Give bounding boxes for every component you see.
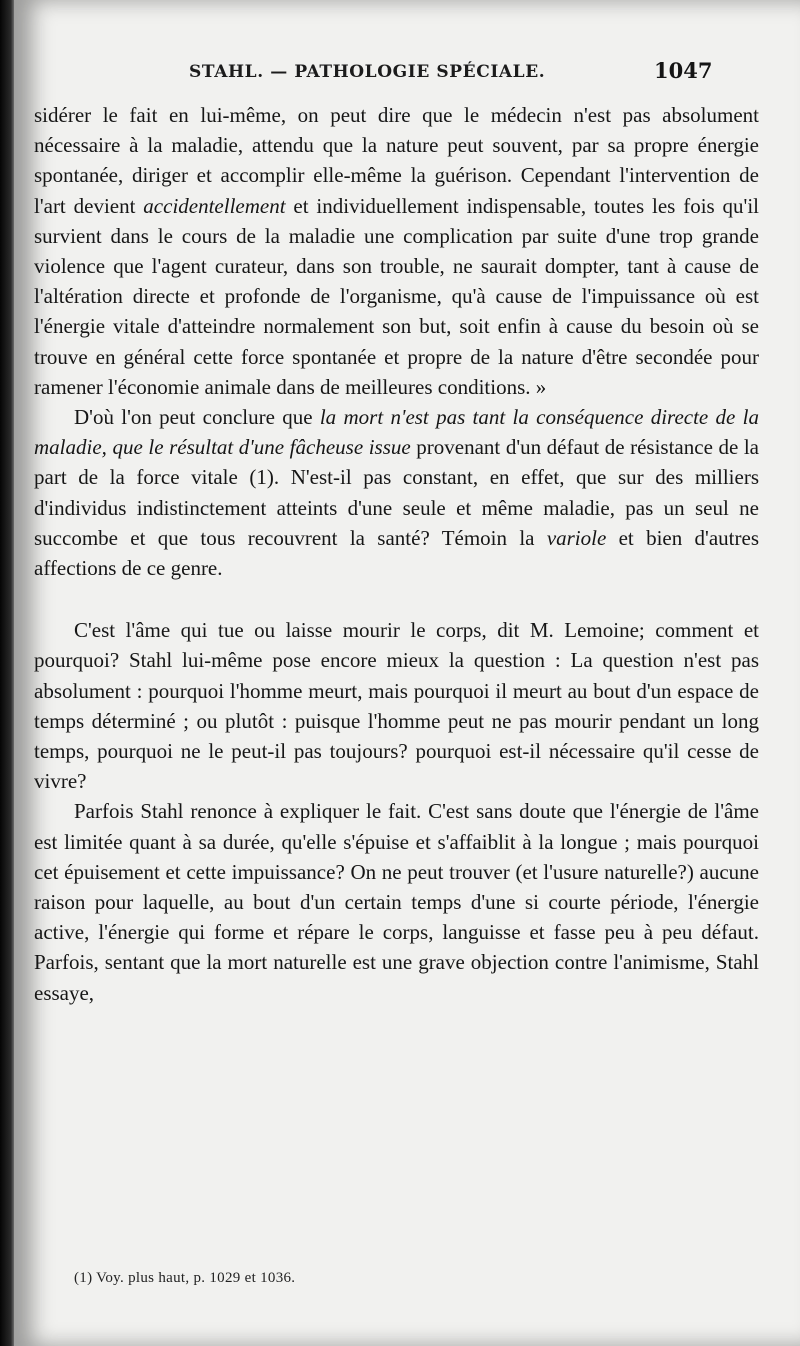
paragraph-3: C'est l'âme qui tue ou laisse mourir le corps, dit M. Lemoine; comment et pourquoi? Stahl lui-même pose encore mieux la question : La question n'est pas absolument : pourquoi l'homme meurt, mais pourquoi il meurt au bout d'un espace de temps déterminé ; ou plutôt : puisque l'homme peut ne pas mourir pendant un long temps, pourquoi ne le peut-il pas toujours? pourquoi est-il nécessaire qu'il cesse de vivre? (34, 618, 759, 794)
paragraph-1 (34, 100, 759, 402)
paragraph-2-emphasis: la mort n'est pas tant la conséquence directe de la maladie, que le résultat d'une fâcheuse issue (34, 405, 759, 460)
paragraph-2-text-b: provenant d'un défaut de résistance de la part de la force vitale (1). N'est-il pas constant, en effet, que sur des milliers d'individus indistinctement atteints d'une seule et même maladie, pas un seul ne succombe et que tous recouvrent la santé? Témoin la (34, 435, 759, 550)
paragraph-1-text-b: et individuellement indispensable, toutes les fois qu'il survient dans le cours de la maladie une complication par suite d'une trop grande violence que l'agent curateur, dans son trouble, ne saurait dompter, tant à cause de l'altération directe et profonde de l'organisme, qu'à cause de l'impuissance où est l'énergie vitale d'atteindre normalement son but, soit enfin à cause du besoin où se trouve en général cette force spontanée et propre de la nature d'être secondée pour ramener l'économie animale dans de meilleures conditions. » (34, 193, 760, 399)
footnote: (1) Voy. plus haut, p. 1029 et 1036. (74, 1270, 296, 1286)
paragraph-2-emphasis-variole: variole (546, 525, 607, 550)
paragraph-2-text-a: D'où l'on peut conclure que (74, 405, 320, 430)
body-text (34, 100, 759, 1008)
paragraph-2 (34, 402, 759, 583)
running-title: STAHL. — PATHOLOGIE SPÉCIALE. (189, 62, 546, 82)
paragraph-1-emphasis: accidentellement (143, 193, 286, 218)
book-page (14, 0, 800, 1346)
paragraph-2-text-c: et bien d'autres affections de ce genre. (34, 525, 759, 581)
page-header (14, 58, 800, 88)
page-number: 1047 (654, 58, 713, 83)
paragraph-1-text-a: sidérer le fait en lui-même, on peut dire que le médecin n'est pas absolument nécessaire à la maladie, attendu que la nature peut souvent, par sa propre énergie spontanée, diriger et accomplir elle-même la guérison. Cependant l'intervention de l'art devient (34, 103, 759, 218)
paragraph-4: Parfois Stahl renonce à expliquer le fait. C'est sans doute que l'énergie de l'âme est limitée quant à sa durée, qu'elle s'épuise et s'affaiblit à la longue ; mais pourquoi cet épuisement et cette impuissance? On ne peut trouver (et l'usure naturelle?) aucune raison pour laquelle, au bout d'un certain temps d'une si courte période, l'énergie active, l'énergie qui forme et répare le corps, languisse et fasse peu à peu défaut. Parfois, sentant que la mort naturelle est une grave objection contre l'animisme, Stahl essaye, (34, 799, 759, 1005)
